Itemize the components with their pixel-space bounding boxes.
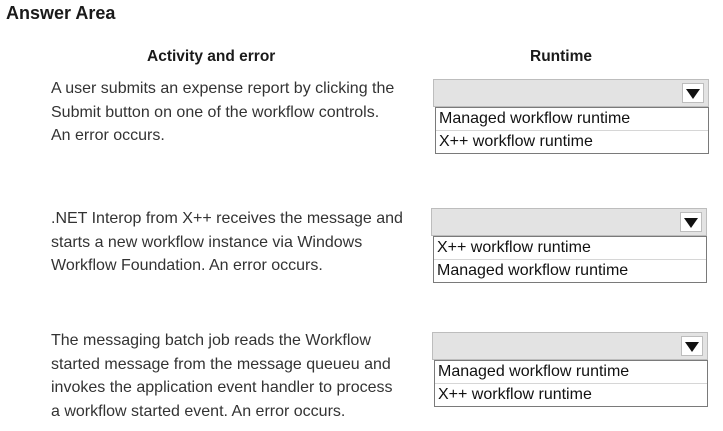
activity-3-text: The messaging batch job reads the Workflow started message from the message queueu and invokes the application event handler to process a workflow started event. An error occurs.: [51, 332, 393, 420]
chevron-down-icon: [686, 89, 700, 99]
dropdown-3-option[interactable]: X++ workflow runtime: [435, 383, 707, 406]
activity-1-text: A user submits an expense report by clicking the Submit button on one of the workflow controls. An error occurs.: [51, 80, 395, 144]
chevron-down-icon: [684, 218, 698, 228]
dropdown-1-options: [435, 107, 709, 154]
runtime-dropdown-1[interactable]: [433, 79, 709, 154]
chevron-down-icon: [685, 342, 699, 352]
answer-area-title: Answer Area: [6, 3, 116, 23]
runtime-dropdown-2[interactable]: [431, 208, 707, 283]
dropdown-1-option[interactable]: X++ workflow runtime: [436, 130, 708, 153]
dropdown-3-selected[interactable]: [432, 332, 708, 360]
dropdown-3-options: [434, 360, 708, 407]
activity-column-header: Activity and error: [147, 48, 276, 65]
dropdown-2-selected[interactable]: [431, 208, 707, 236]
dropdown-1-selected[interactable]: [433, 79, 709, 107]
dropdown-2-options: [433, 236, 707, 283]
runtime-column-header: Runtime: [530, 48, 592, 65]
runtime-dropdown-3[interactable]: [432, 332, 708, 407]
dropdown-1-option[interactable]: Managed workflow runtime: [436, 107, 708, 130]
dropdown-1-arrow[interactable]: [682, 83, 704, 103]
activity-2-text: .NET Interop from X++ receives the message and starts a new workflow instance via Windows Workflow Foundation. An error occurs.: [51, 210, 403, 274]
dropdown-2-option[interactable]: X++ workflow runtime: [434, 236, 706, 259]
dropdown-2-option[interactable]: Managed workflow runtime: [434, 259, 706, 282]
dropdown-3-arrow[interactable]: [681, 336, 703, 356]
dropdown-3-option[interactable]: Managed workflow runtime: [435, 360, 707, 383]
dropdown-2-arrow[interactable]: [680, 212, 702, 232]
